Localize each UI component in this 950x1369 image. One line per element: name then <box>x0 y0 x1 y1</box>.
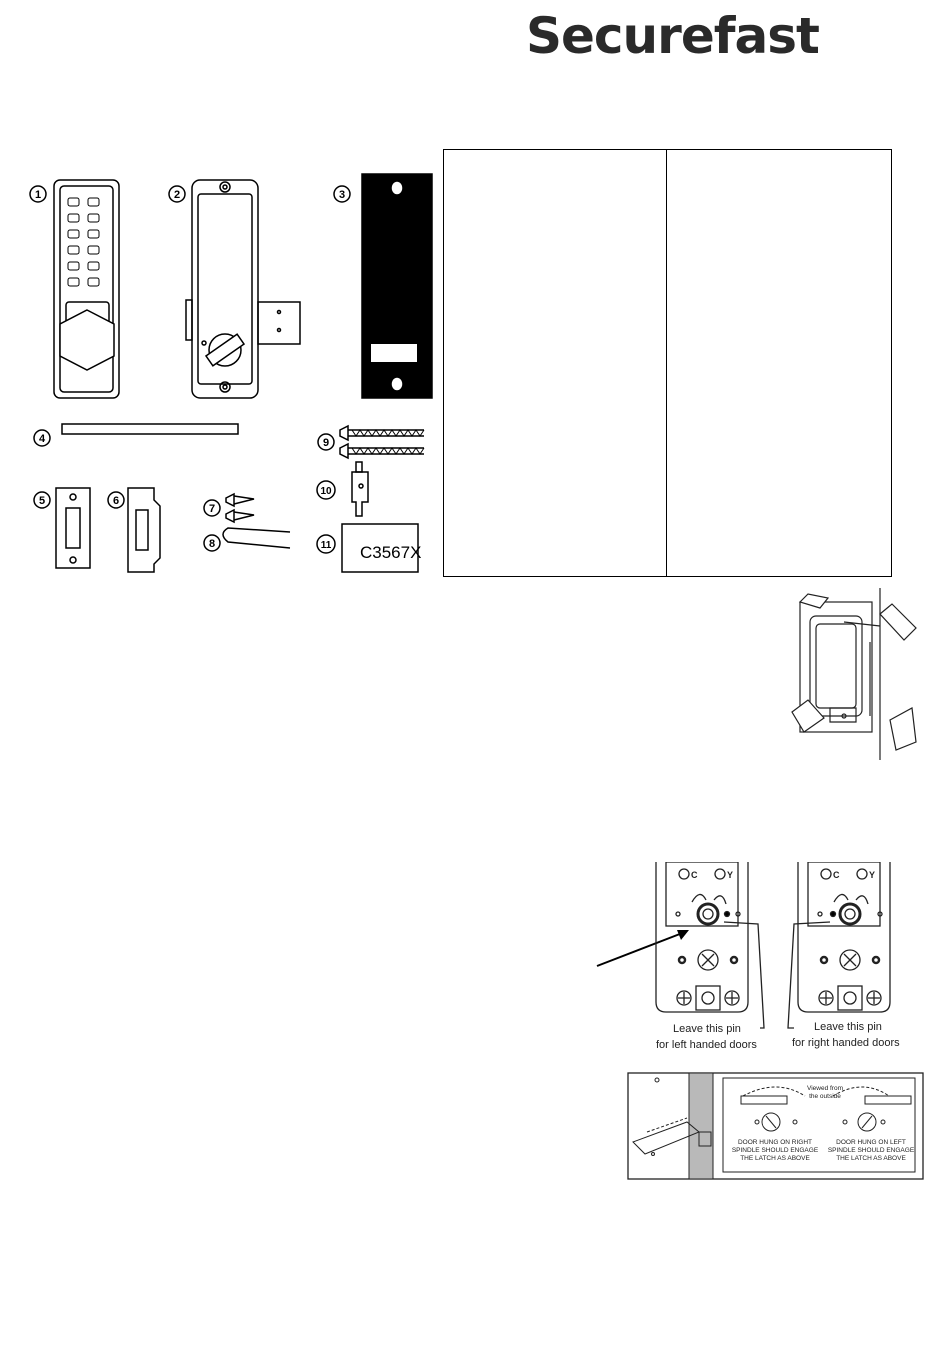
part-number-3: 3 <box>338 189 346 201</box>
latch-engagement-diagram <box>627 1072 924 1180</box>
part-number-2: 2 <box>173 189 181 201</box>
door-right-line2: SPINDLE SHOULD ENGAGE <box>731 1147 819 1154</box>
the-outside-text: the outside <box>809 1093 841 1100</box>
part-number-7: 7 <box>208 503 216 515</box>
door-right-line1: DOOR HUNG ON RIGHT <box>737 1139 813 1146</box>
part-number-5: 5 <box>38 495 46 507</box>
marker-y-right: Y <box>869 870 876 880</box>
door-left-line1: DOOR HUNG ON LEFT <box>836 1139 906 1146</box>
marker-c-right: C <box>833 870 840 880</box>
part-number-9: 9 <box>322 437 330 449</box>
caption-right-line1: Leave this pin <box>814 1021 882 1033</box>
part-number-10: 10 <box>320 486 332 497</box>
keep-part <box>128 488 160 572</box>
spindle-bar-part <box>62 424 238 434</box>
marker-y-left: Y <box>727 870 734 880</box>
clip-part <box>223 528 290 548</box>
part-number-4: 4 <box>38 433 46 445</box>
viewed-from-text: Viewed from <box>806 1085 844 1092</box>
spindle-pin-diagram <box>648 862 908 1052</box>
caption-left-line1: Leave this pin <box>673 1023 741 1035</box>
door-right-line3: THE LATCH AS ABOVE <box>740 1155 810 1162</box>
door-left-line3: THE LATCH AS ABOVE <box>836 1155 906 1162</box>
code-card-text: C3567X <box>360 543 422 562</box>
keypad-part <box>54 180 119 398</box>
strike-plate-part <box>56 488 90 568</box>
door-left-line2: SPINDLE SHOULD ENGAGE <box>827 1147 915 1154</box>
table-column-divider <box>666 150 667 576</box>
part-number-11: 11 <box>320 540 332 551</box>
part-number-6: 6 <box>112 495 120 507</box>
securefast-logo: Securefast <box>526 7 819 65</box>
door-template-illustration <box>784 588 918 760</box>
part-number-8: 8 <box>208 538 216 550</box>
caption-right-line2: for right handed doors <box>792 1037 900 1049</box>
long-screws-part <box>340 426 424 458</box>
part-number-1: 1 <box>34 189 42 201</box>
short-screws-part <box>226 494 254 522</box>
code-tool-part <box>352 462 368 516</box>
marker-c-left: C <box>691 870 698 880</box>
backplate-part <box>362 174 432 398</box>
caption-left-line2: for left handed doors <box>656 1039 757 1051</box>
parts-diagram <box>22 160 442 580</box>
lock-body-part <box>186 180 300 398</box>
parts-list-table <box>443 149 892 577</box>
